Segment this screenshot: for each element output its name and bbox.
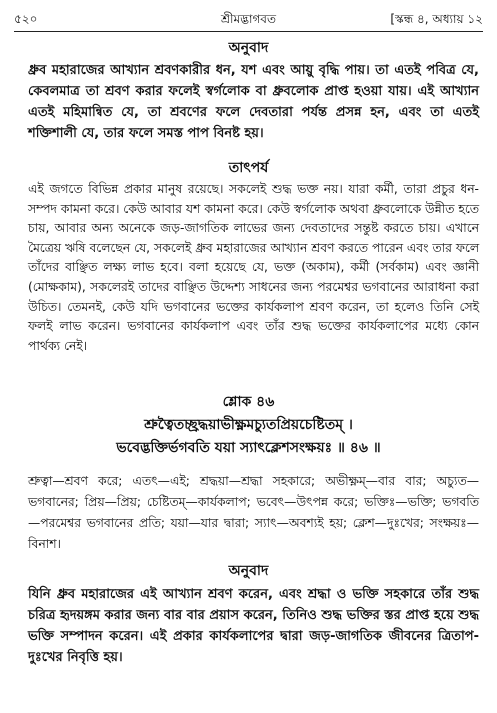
- page-header: [14, 10, 483, 28]
- page-number: ৫২০: [14, 12, 38, 26]
- book-title: শ্রীমদ্ভাগবত: [220, 12, 276, 26]
- translation-heading: অনুবাদ: [228, 40, 269, 56]
- purport-text: এই জগতে বিভিন্ন প্রকার মানুষ রয়েছে। সকলেই শুদ্ধ ভক্ত নয়। যারা কর্মী, তারা প্রচুর ধন-সম্পদ কামনা করে। কেউ আবার যশ কামনা করে। কেউ স্বর্গলোক অথবা ধ্রুবলোকে উন্নীত হতে চায়, আবার অন্য অনেকে জড়-জাগতিক লাভের জন্য দেবতাদের সন্তুষ্ট করতে চায়। এখানে মৈত্রেয় ঋষি বলেছেন যে, সকলেই ধ্রুব মহারাজের আখ্যান শ্রবণ করতে পারেন এবং তার ফলে তাঁদের বাঞ্ছিত লক্ষ্য লাভ হবে। বলা হয়েছে যে, ভক্ত (অকাম), কর্মী (সর্বকাম) এবং জ্ঞানী (মোক্ষকাম), সকলেরই তাদের বাঞ্ছিত উদ্দেশ্য সাধনের জন্য পরমেশ্বর ভগবানের আরাধনা করা উচিত। তেমনই, কেউ যদি ভগবানের ভক্তের কার্যকলাপ শ্রবণ করেন, তা হলেও তিনি সেই ফলই লাভ করেন। ভগবানের কার্যকলাপ এবং তাঁর শুদ্ধ ভক্তের কার্যকলাপের মধ্যে কোন পার্থক্য নেই।: [28, 182, 479, 353]
- header-rule: [14, 31, 483, 32]
- chapter-reference: [স্কন্ধ ৪, অধ্যায় ১২: [390, 12, 483, 26]
- translation-heading-2: অনুবাদ: [228, 563, 269, 579]
- verse-heading: শ্লোক ৪৬: [222, 394, 275, 410]
- translation-text-2: যিনি ধ্রুব মহারাজের এই আখ্যান শ্রবণ করেন, এবং শ্রদ্ধা ও ভক্তি সহকারে তাঁর শুদ্ধ চরিত্র হৃদয়ঙ্গম করার জন্য বার বার প্রয়াস করেন, তিনিও শুদ্ধ ভক্তির স্তর প্রাপ্ত হয়ে শুদ্ধ ভক্তি সম্পাদন করেন। এই প্রকার কার্যকলাপের দ্বারা জড়-জাগতিক জীবনের ত্রিতাপ-দুঃখের নিবৃত্তি হয়।: [28, 587, 479, 665]
- purport-heading: তাৎপর্য: [228, 160, 269, 176]
- translation-text: ধ্রুব মহারাজের আখ্যান শ্রবণকারীর ধন, যশ এবং আয়ু বৃদ্ধি পায়। তা এতই পবিত্র যে, কেবলমাত্র তা শ্রবণ করার ফলেই স্বর্গলোক বা ধ্রুবলোক প্রাপ্ত হওয়া যায়। এই আখ্যান এতই মহিমান্বিত যে, তা শ্রবণের ফলে দেবতারা পর্যন্ত প্রসন্ন হন, এবং তা এতই শক্তিশালী যে, তার ফলে সমস্ত পাপ বিনষ্ট হয়।: [28, 63, 479, 141]
- verse-line-2: ভবেদ্ভক্তির্ভগবতি যয়া স্যাৎক্লেশসংক্ষয়ঃ ॥ ৪৬ ॥: [116, 440, 381, 456]
- synonyms-text: শ্রুত্বা—শ্রবণ করে; এতৎ—এই; শ্রদ্ধয়া—শ্রদ্ধা সহকারে; অভীক্ষ্ণম্—বার বার; অচ্যুত—ভগবানের; প্রিয়—প্রিয়; চেষ্টিতম্—কার্যকলাপ; ভবেৎ—উৎপন্ন করে; ভক্তিঃ—ভক্তি; ভগবতি—পরমেশ্বর ভগবানের প্রতি; যয়া—যার দ্বারা; স্যাৎ—অবশ্যই হয়; ক্লেশ—দুঃখের; সংক্ষয়ঃ—বিনাশ।: [28, 474, 479, 551]
- verse-line-1: শ্রুত্বৈতচ্ছ্রদ্ধয়াভীক্ষ্ণমচ্যুতপ্রিয়চেষ্টিতম্ ।: [144, 417, 353, 433]
